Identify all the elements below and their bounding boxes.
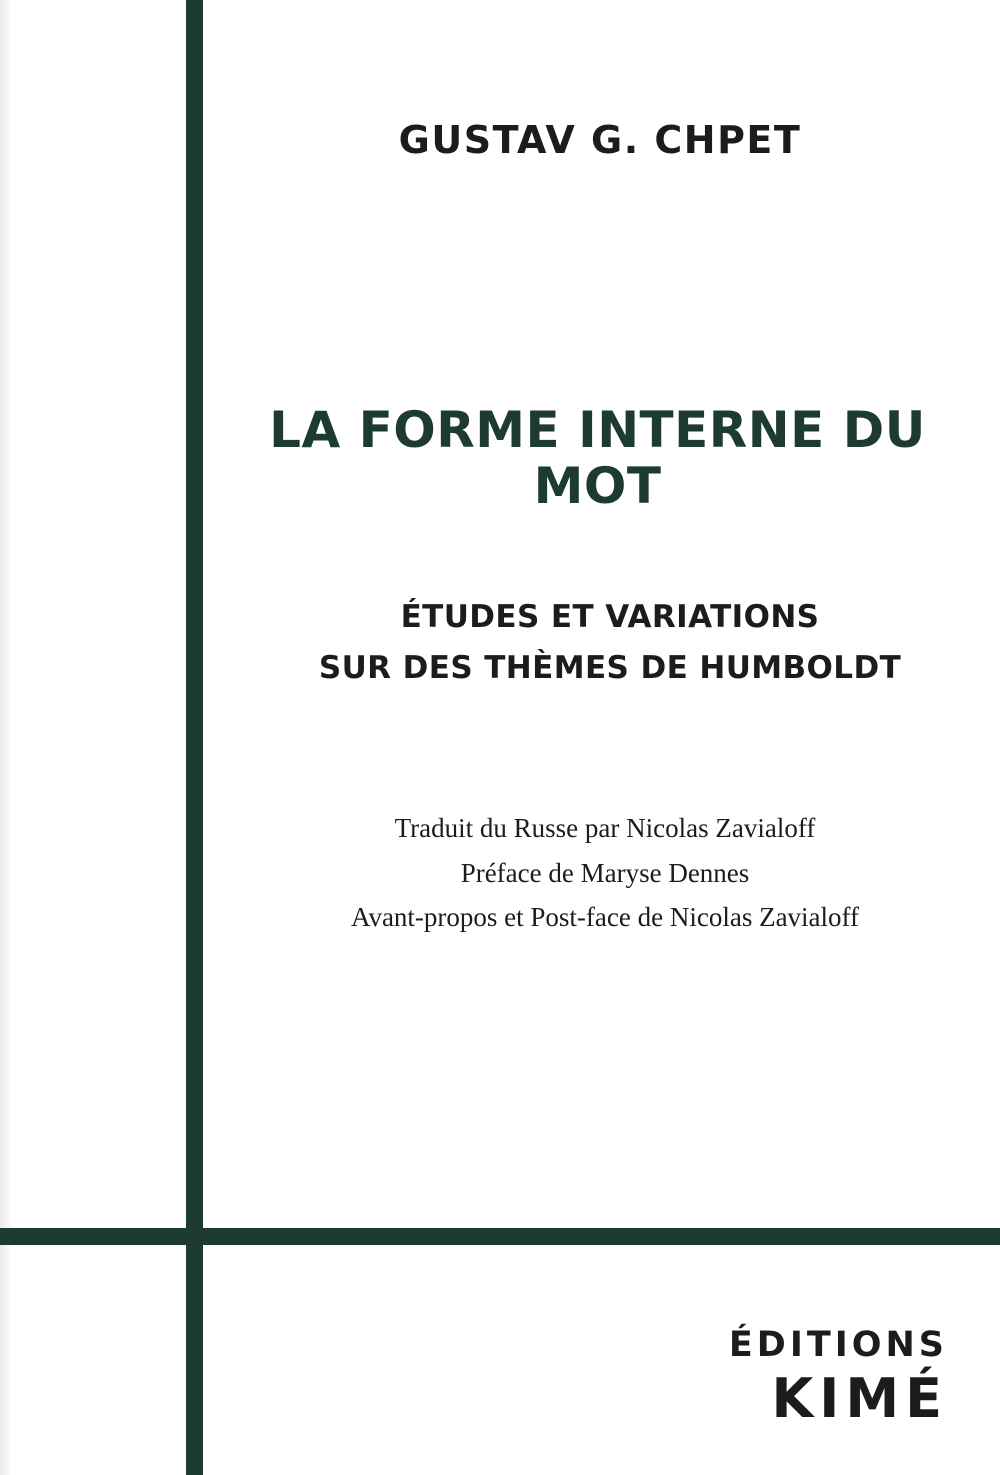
subtitle-line-1: ÉTUDES ET VARIATIONS: [400, 599, 820, 635]
paper-edge-shading: [0, 0, 12, 1475]
author-name: GUSTAV G. CHPET: [398, 118, 802, 162]
credit-preface: Préface de Maryse Dennes: [460, 857, 750, 888]
book-subtitle: [240, 592, 980, 694]
credit-translator: Traduit du Russe par Nicolas Zavialoff: [394, 813, 816, 843]
publisher-name: KIMÉ: [771, 1367, 948, 1430]
credits-block: [230, 806, 980, 940]
subtitle-line-2: SUR DES THÈMES DE HUMBOLDT: [318, 650, 902, 687]
publisher-label: ÉDITIONS: [728, 1325, 948, 1365]
credit-foreword-afterword: Avant-propos et Post-face de Nicolas Zavialoff: [350, 902, 860, 933]
vertical-rule-decoration: [186, 0, 203, 1475]
publisher-logo: [729, 1325, 948, 1430]
book-title: LA FORME INTERNE DU MOT: [269, 401, 926, 515]
horizontal-rule-decoration: [0, 1228, 1000, 1245]
